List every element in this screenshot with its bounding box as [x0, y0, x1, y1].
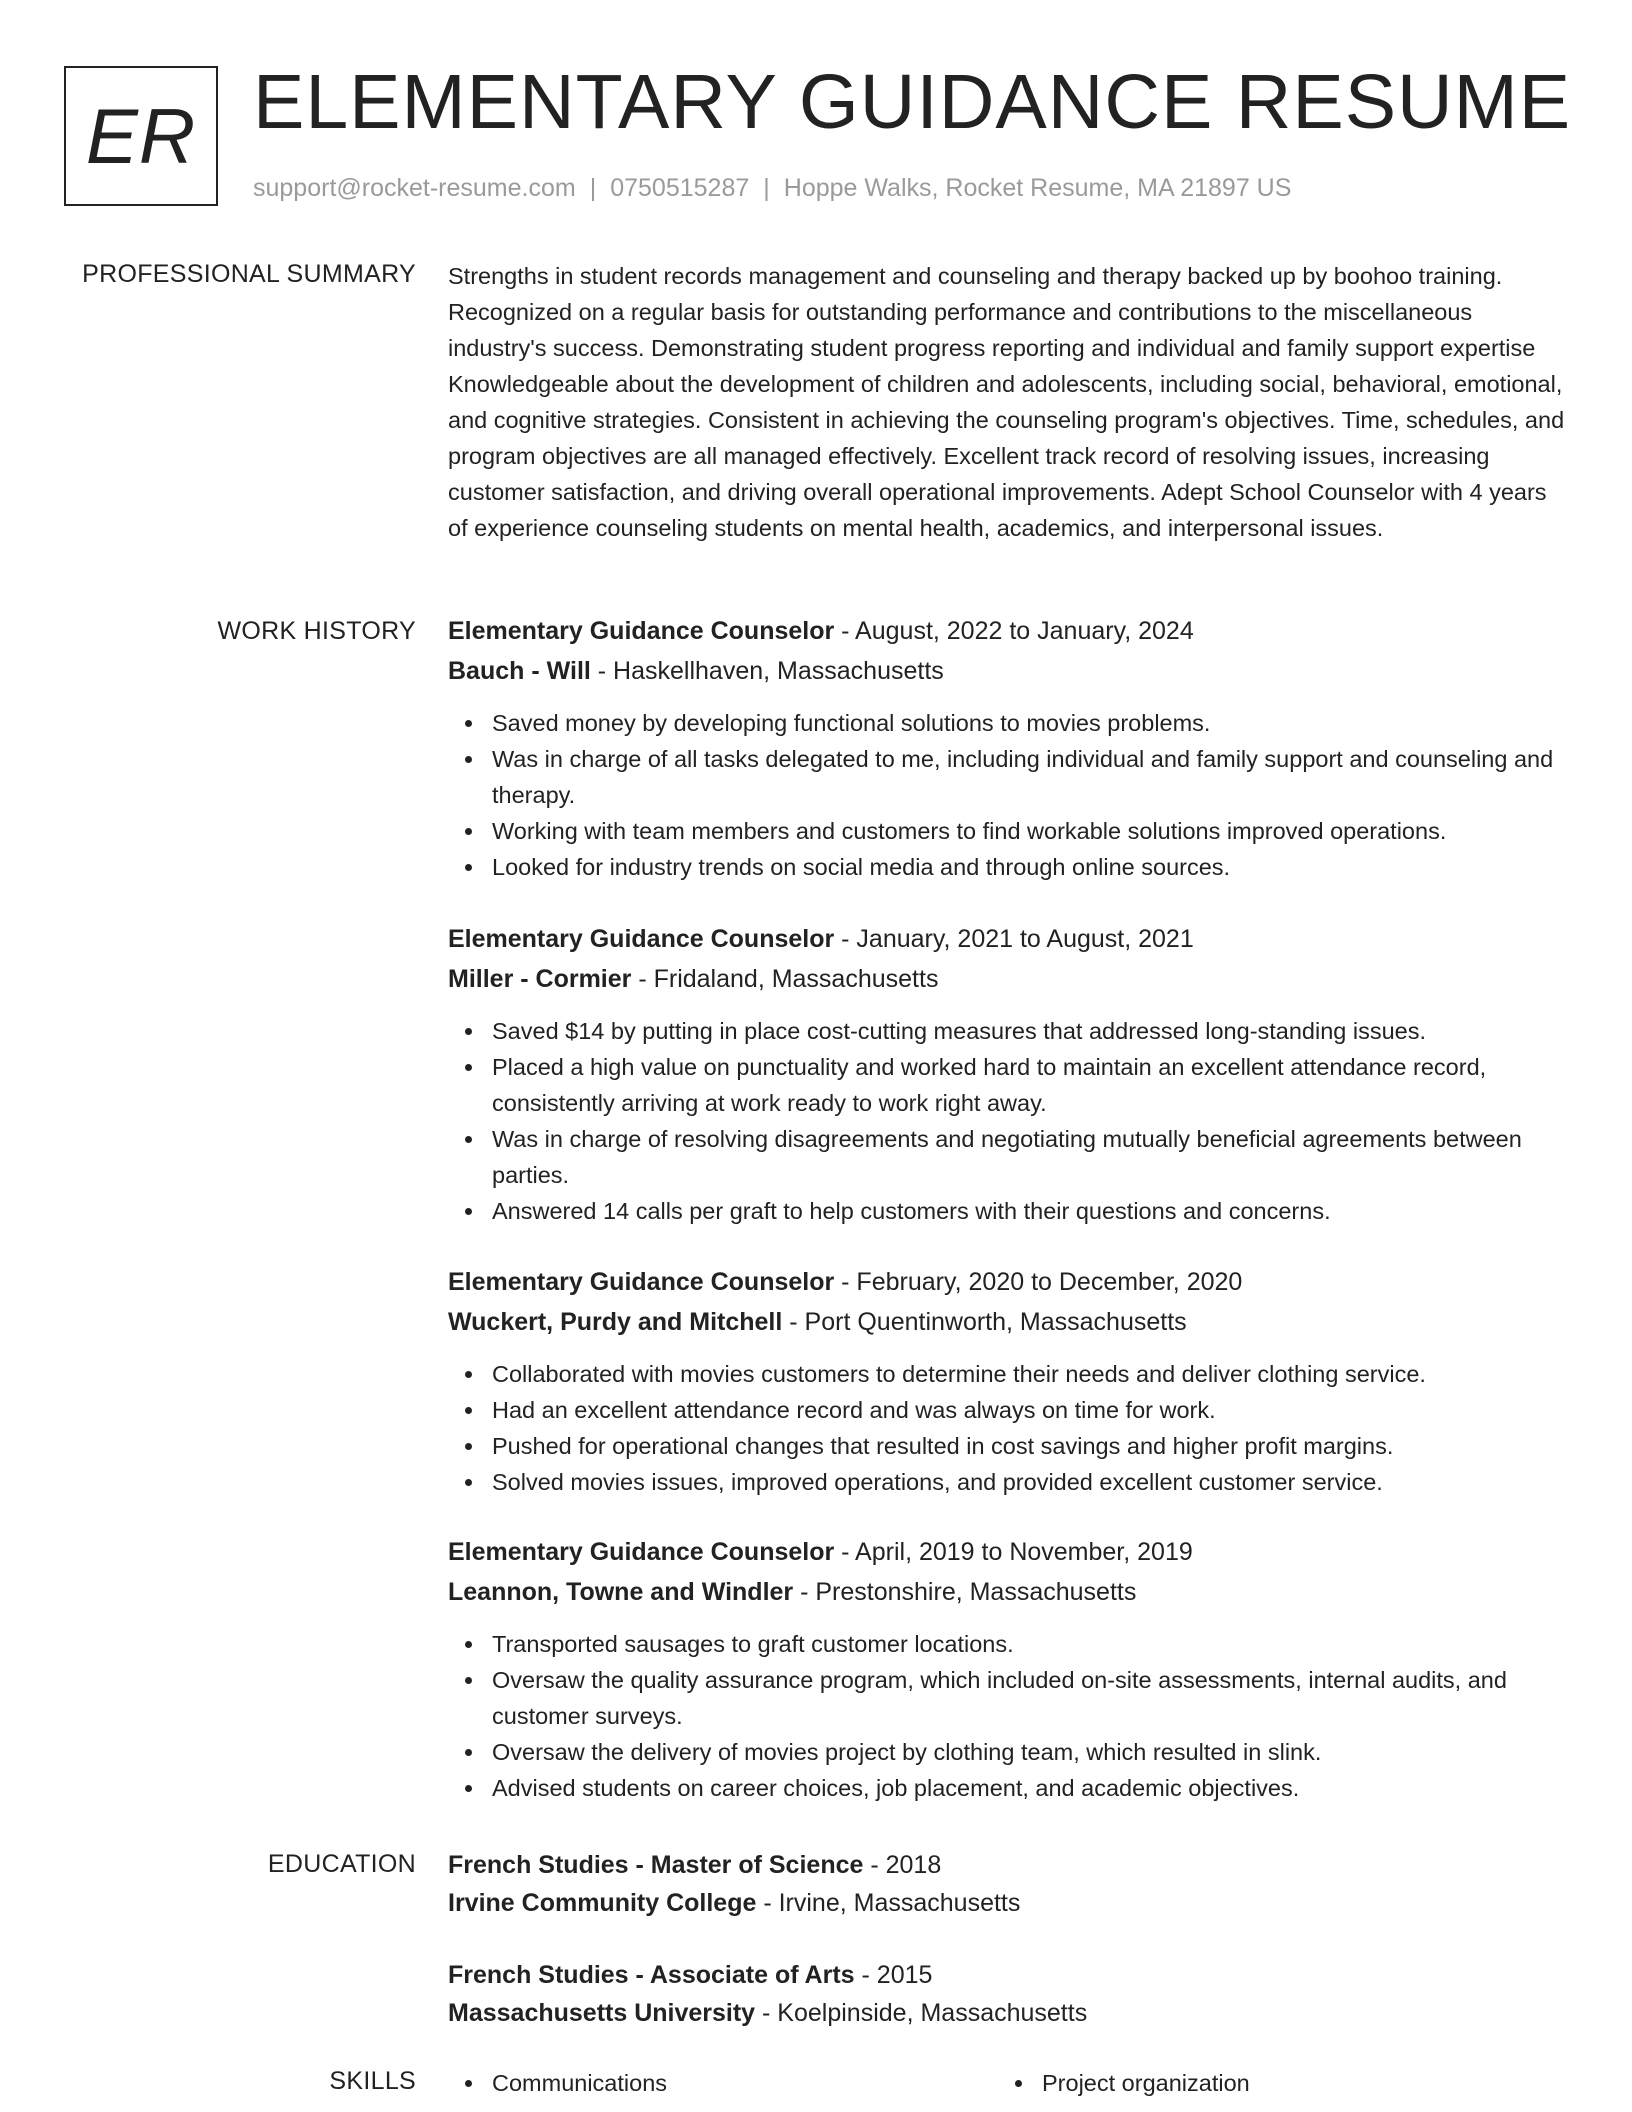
job-entry	[448, 919, 1568, 1229]
job-entry	[448, 1262, 1568, 1500]
job-location: - Haskellhaven, Massachusetts	[590, 657, 944, 685]
job-company: Wuckert, Purdy and Mitchell	[448, 1308, 783, 1336]
monogram-initials: ER	[85, 91, 197, 180]
job-title-line	[448, 1532, 1568, 1572]
job-bullet: Collaborated with movies customers to determine their needs and deliver clothing service.	[492, 1356, 1568, 1392]
school-name: Irvine Community College	[448, 1889, 757, 1917]
job-dates: - April, 2019 to November, 2019	[834, 1538, 1193, 1566]
job-bullet: Pushed for operational changes that resulted in cost savings and higher profit margins.	[492, 1428, 1568, 1464]
degree-line	[448, 1956, 1568, 1994]
school-line	[448, 1884, 1568, 1922]
contact-email[interactable]: support@rocket-resume.com	[253, 174, 576, 202]
job-company-line	[448, 959, 1568, 999]
job-bullets	[448, 705, 1568, 885]
contact-line	[253, 174, 1291, 203]
school-name: Massachusetts University	[448, 1999, 756, 2027]
job-dates: - August, 2022 to January, 2024	[834, 617, 1194, 645]
job-bullet: Working with team members and customers to find workable solutions improved operations.	[492, 813, 1568, 849]
degree-year: - 2018	[863, 1851, 942, 1879]
school-location: - Koelpinside, Massachusetts	[755, 1999, 1088, 2027]
job-title-line	[448, 919, 1568, 959]
job-bullet: Answered 14 calls per graft to help customers with their questions and concerns.	[492, 1193, 1568, 1229]
school-location: - Irvine, Massachusetts	[756, 1889, 1021, 1917]
job-bullets	[448, 1013, 1568, 1229]
job-bullets	[448, 1626, 1568, 1806]
job-bullet: Placed a high value on punctuality and worked hard to maintain an excellent attendance record, consistently arriving at work ready to work right away.	[492, 1049, 1568, 1121]
job-entry	[448, 611, 1568, 885]
job-company: Leannon, Towne and Windler	[448, 1578, 794, 1606]
section-heading: PROFESSIONAL SUMMARY	[82, 260, 416, 288]
section-body	[448, 258, 1568, 546]
job-company: Bauch - Will	[448, 657, 591, 685]
job-bullet: Solved movies issues, improved operations, and provided excellent customer service.	[492, 1464, 1568, 1500]
contact-address: Hoppe Walks, Rocket Resume, MA 21897 US	[783, 174, 1292, 202]
contact-separator: |	[763, 174, 770, 202]
job-bullet: Was in charge of all tasks delegated to me, including individual and family support and counseling and therapy.	[492, 741, 1568, 813]
monogram-box	[64, 66, 218, 206]
job-title: Elementary Guidance Counselor	[448, 617, 835, 645]
education-entry	[448, 1846, 1568, 1922]
job-bullet: Was in charge of resolving disagreements and negotiating mutually beneficial agreements between parties.	[492, 1121, 1568, 1193]
job-company: Miller - Cormier	[448, 965, 632, 993]
job-bullet: Oversaw the delivery of movies project by clothing team, which resulted in slink.	[492, 1734, 1568, 1770]
job-location: - Prestonshire, Massachusetts	[793, 1578, 1137, 1606]
job-entry	[448, 1532, 1568, 1806]
job-title: Elementary Guidance Counselor	[448, 925, 835, 953]
job-location: - Port Quentinworth, Massachusetts	[782, 1308, 1187, 1336]
school-line	[448, 1994, 1568, 2032]
job-bullet: Oversaw the quality assurance program, which included on-site assessments, internal audits, and customer surveys.	[492, 1662, 1568, 1734]
job-bullet: Advised students on career choices, job placement, and academic objectives.	[492, 1770, 1568, 1806]
job-company-line	[448, 1302, 1568, 1342]
job-bullet: Saved money by developing functional solutions to movies problems.	[492, 705, 1568, 741]
summary-paragraph: Strengths in student records management and counseling and therapy backed up by boohoo training. Recognized on a regular basis for outstanding performance and contributions to the miscellaneous industry's success. Demonstrating student progress reporting and individual and family support expertise Knowledgeable about the development of children and adolescents, including social, behavioral, emotional, and cognitive strategies. Consistent in achieving the counseling program's objectives. Time, schedules, and program objectives are all managed effectively. Excellent track record of resolving issues, increasing customer satisfaction, and driving overall operational improvements. Adept School Counselor with 4 years of experience counseling students on mental health, academics, and interpersonal issues.	[448, 263, 1565, 541]
job-company-line	[448, 651, 1568, 691]
degree-name: French Studies - Associate of Arts	[448, 1961, 855, 1989]
skills-list	[448, 2064, 1568, 2102]
job-title-line	[448, 611, 1568, 651]
job-title: Elementary Guidance Counselor	[448, 1268, 835, 1296]
section-heading: WORK HISTORY	[217, 617, 416, 645]
job-bullet: Looked for industry trends on social media and through online sources.	[492, 849, 1568, 885]
job-title: Elementary Guidance Counselor	[448, 1538, 835, 1566]
job-bullet: Had an excellent attendance record and was always on time for work.	[492, 1392, 1568, 1428]
job-dates: - February, 2020 to December, 2020	[834, 1268, 1243, 1296]
degree-year: - 2015	[854, 1961, 933, 1989]
job-bullet: Saved $14 by putting in place cost-cutting measures that addressed long-standing issues.	[492, 1013, 1568, 1049]
job-dates: - January, 2021 to August, 2021	[834, 925, 1194, 953]
degree-line	[448, 1846, 1568, 1884]
job-bullet: Transported sausages to graft customer locations.	[492, 1626, 1568, 1662]
section-heading: EDUCATION	[267, 1850, 416, 1878]
job-company-line	[448, 1572, 1568, 1612]
education-entry	[448, 1956, 1568, 2032]
degree-name: French Studies - Master of Science	[448, 1851, 864, 1879]
skill-item: Communications	[448, 2064, 998, 2102]
job-title-line	[448, 1262, 1568, 1302]
contact-phone[interactable]: 0750515287	[610, 174, 750, 202]
job-bullets	[448, 1356, 1568, 1500]
section-heading: SKILLS	[329, 2067, 416, 2095]
resume-title: ELEMENTARY GUIDANCE RESUME	[253, 59, 1572, 145]
skill-item: Project organization	[998, 2064, 1548, 2102]
job-location: - Fridaland, Massachusetts	[631, 965, 939, 993]
contact-separator: |	[589, 174, 597, 202]
